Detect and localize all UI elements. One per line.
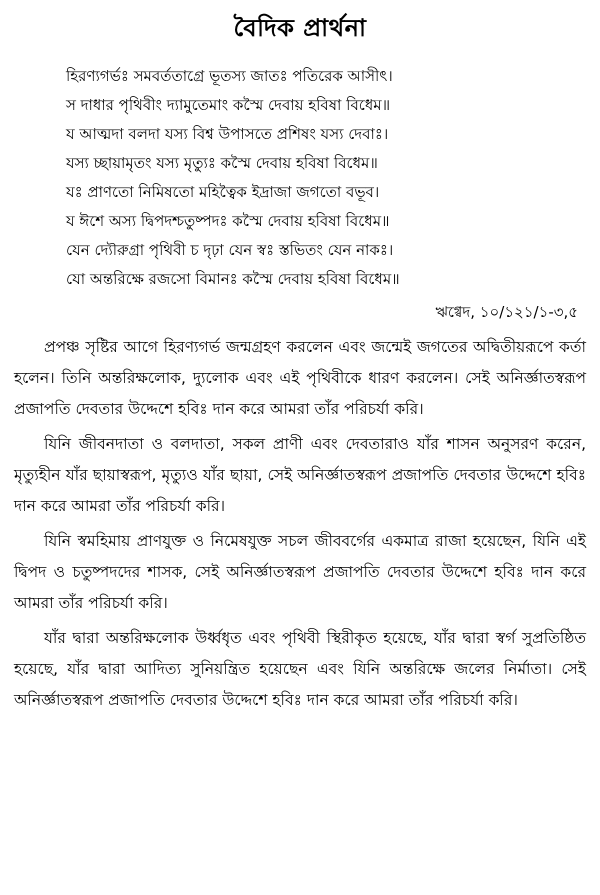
verse-block (66, 62, 586, 294)
verse-line: য আত্মদা বলদা যস্য বিশ্ব উপাসতে প্রশিষং যস্য দেবাঃ। (66, 125, 389, 143)
citation: ঋগ্বেদ, ১০/১২১/১-৩,৫ (435, 303, 578, 321)
verse-line: স দাধার পৃথিবীং দ্যামুতেমাং কস্মৈ দেবায় হবিষা বিধেম॥ (66, 96, 391, 114)
verse-line: যেন দ্যৌরুগ্রা পৃথিবী চ দৃঢ়া যেন স্বঃ স্তভিতং যেন নাকঃ। (66, 241, 394, 259)
verse-line: যঃ প্রাণতো নিমিষতো মহিত্বৈক ইদ্রাজা জগতো বভূব। (66, 183, 380, 201)
verse-line: যো অন্তরিক্ষে রজসো বিমানঃ কস্মৈ দেবায় হবিষা বিধেম॥ (66, 270, 400, 288)
page-title: বৈদিক প্রার্থনা (233, 14, 367, 42)
paragraph: যিনি স্বমহিমায় প্রাণযুক্ত ও নিমেষযুক্ত সচল জীববর্গের একমাত্র রাজা হয়েছেন, যিনি এই দ্বিপদ ও চতুষ্পদদের শাসক, সেই অনির্জ্ঞাতস্বরূপ প্রজাপতি দেবতার উদ্দেশে হবিঃ দান করে আমরা তাঁর পরিচর্যা করি। (14, 532, 586, 612)
verse-line: য ঈশে অস্য দ্বিপদশ্চতুষ্পদঃ কস্মৈ দেবায় হবিষা বিধেম॥ (66, 212, 390, 230)
verse-line: যস্য চ্ছায়ামৃতং যস্য মৃত্যুঃ কস্মৈ দেবায় হবিষা বিধেম॥ (66, 154, 378, 172)
paragraph: প্রপঞ্চ সৃষ্টির আগে হিরণ্যগর্ভ জন্মগ্রহণ করলেন এবং জন্মেই জগতের অদ্বিতীয়রূপে কর্তা হলেন। তিনি অন্তরিক্ষলোক, দ্যুলোক এবং এই পৃথিবীকে ধারণ করলেন। সেই অনির্জ্ঞাতস্বরূপ প্রজাপতি দেবতার উদ্দেশে হবিঃ দান করে আমরা তাঁর পরিচর্যা করি। (14, 338, 586, 418)
paragraph: যিনি জীবনদাতা ও বলদাতা, সকল প্রাণী এবং দেবতারাও যাঁর শাসন অনুসরণ করেন, মৃত্যুহীন যাঁর ছায়াস্বরূপ, মৃত্যুও যাঁর ছায়া, সেই অনির্জ্ঞাতস্বরূপ প্রজাপতি দেবতার উদ্দেশে হবিঃ দান করে আমরা তাঁর পরিচর্যা করি। (14, 435, 586, 515)
verse-line: হিরণ্যগর্ভঃ সমবর্ততাগ্রে ভূতস্য জাতঃ পতিরেক আসীৎ। (66, 67, 393, 85)
paragraph: যাঁর দ্বারা অন্তরিক্ষলোক উর্ধ্বধৃত এবং পৃথিবী স্থিরীকৃত হয়েছে, যাঁর দ্বারা স্বর্গ সুপ্রতিষ্ঠিত হয়েছে, যাঁর দ্বারা আদিত্য সুনিয়ন্ত্রিত হয়েছেন এবং যিনি অন্তরিক্ষে জলের নির্মাতা। সেই অনির্জ্ঞাতস্বরূপ প্রজাপতি দেবতার উদ্দেশে হবিঃ দান করে আমরা তাঁর পরিচর্যা করি। (14, 629, 586, 709)
